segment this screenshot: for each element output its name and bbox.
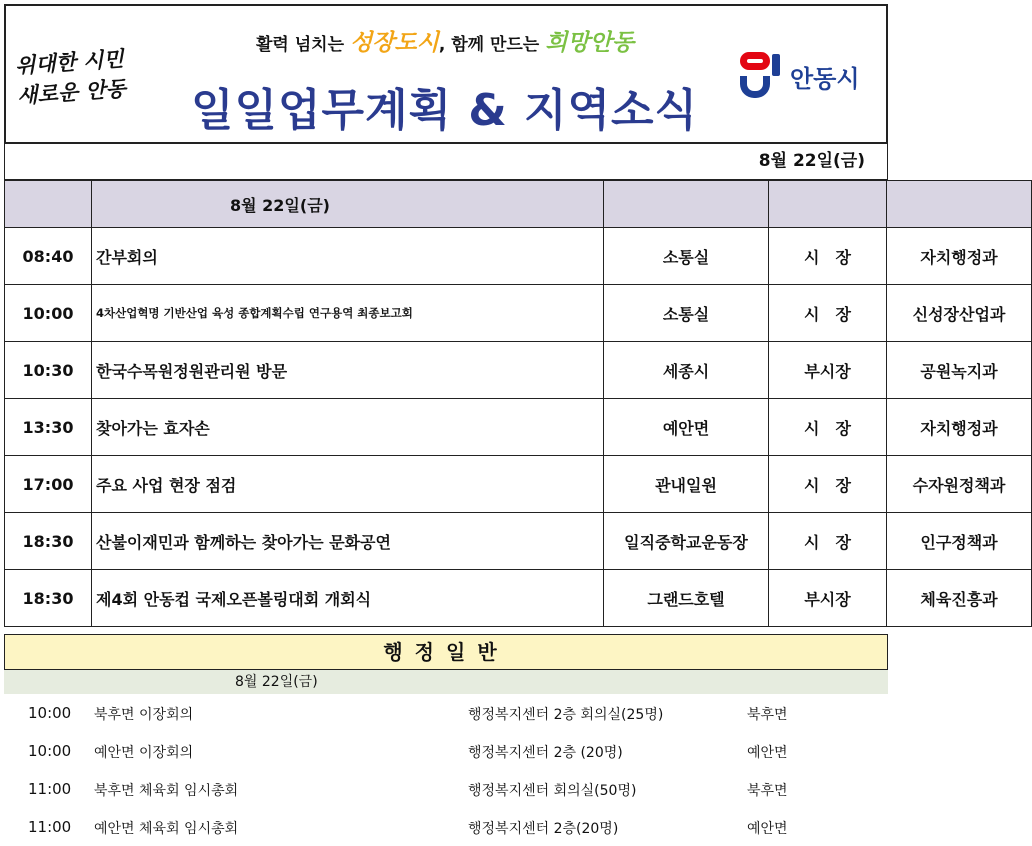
row-place: 일직중학교운동장 [604, 513, 769, 570]
row-dept: 신성장산업과 [887, 285, 1032, 342]
item-place: 행정복지센터 회의실(50명) [468, 783, 637, 799]
item-place: 행정복지센터 2층(20명) [468, 821, 619, 837]
row-title: 한국수목원정원관리원 방문 [92, 342, 604, 399]
row-time: 18:30 [5, 570, 92, 627]
row-place: 소통실 [604, 285, 769, 342]
item-title: 북후면 체육회 임시총회 [94, 783, 239, 799]
row-place: 관내일원 [604, 456, 769, 513]
item-time: 10:00 [28, 704, 72, 722]
list-item [4, 732, 888, 770]
row-title: 주요 사업 현장 점검 [92, 456, 604, 513]
row-person: 시 장 [769, 285, 887, 342]
tagline-highlight-growth: 성장도시 [349, 30, 439, 56]
item-place: 행정복지센터 2층 (20명) [468, 745, 623, 761]
item-dept: 북후면 [747, 707, 788, 723]
row-dept: 체육진흥과 [887, 570, 1032, 627]
row-time: 18:30 [5, 513, 92, 570]
table-row [5, 570, 1032, 627]
admin-section-title: 행정일반 [4, 634, 888, 670]
admin-date: 8월 22일(금) [4, 670, 888, 694]
row-place: 예안면 [604, 399, 769, 456]
item-time: 11:00 [28, 818, 72, 836]
row-dept: 수자원정책과 [887, 456, 1032, 513]
table-row [5, 342, 1032, 399]
item-place: 행정복지센터 2층 회의실(25명) [468, 707, 664, 723]
header-cell-place [604, 181, 769, 228]
list-item [4, 808, 888, 846]
row-time: 13:30 [5, 399, 92, 456]
slogan-left [14, 41, 168, 111]
slogan-line-1: 위대한 시민 [14, 45, 125, 79]
tagline-pre: 활력 넘치는 [256, 35, 350, 55]
list-item [4, 694, 888, 732]
row-dept: 공원녹지과 [887, 342, 1032, 399]
list-item [4, 770, 888, 808]
header-cell-dept [887, 181, 1032, 228]
header-banner [4, 4, 888, 144]
row-person: 시 장 [769, 513, 887, 570]
logo-text: 안동시 [790, 64, 860, 93]
row-dept: 인구정책과 [887, 513, 1032, 570]
row-place: 소통실 [604, 228, 769, 285]
schedule-table [4, 180, 1032, 627]
table-row [5, 228, 1032, 285]
row-dept: 자치행정과 [887, 399, 1032, 456]
item-dept: 예안면 [747, 745, 788, 761]
andong-logo-icon [736, 50, 784, 102]
table-row [5, 285, 1032, 342]
row-person: 시 장 [769, 456, 887, 513]
item-dept: 북후면 [747, 783, 788, 799]
schedule-header-row [5, 181, 1032, 228]
admin-list [4, 694, 888, 846]
row-title: 4차산업혁명 기반산업 육성 종합계획수립 연구용역 최종보고회 [92, 285, 604, 342]
row-person: 시 장 [769, 399, 887, 456]
report-date: 8월 22일(금) [4, 144, 888, 180]
row-dept: 자치행정과 [887, 228, 1032, 285]
row-title: 산불이재민과 함께하는 찾아가는 문화공연 [92, 513, 604, 570]
item-title: 예안면 이장회의 [94, 745, 194, 761]
row-time: 08:40 [5, 228, 92, 285]
row-title: 제4회 안동컵 국제오픈볼링대회 개회식 [92, 570, 604, 627]
tagline [256, 24, 634, 57]
page-title: 일일업무계획 & 지역소식 [191, 85, 699, 136]
row-time: 10:30 [5, 342, 92, 399]
row-time: 17:00 [5, 456, 92, 513]
row-person: 부시장 [769, 342, 887, 399]
header-cell-time [5, 181, 92, 228]
row-title: 간부회의 [92, 228, 604, 285]
city-logo [736, 50, 860, 102]
row-place: 세종시 [604, 342, 769, 399]
item-dept: 예안면 [747, 821, 788, 837]
row-time: 10:00 [5, 285, 92, 342]
tagline-highlight-hope: 희망안동 [545, 30, 635, 56]
row-person: 부시장 [769, 570, 887, 627]
table-row [5, 513, 1032, 570]
table-row [5, 399, 1032, 456]
table-row [5, 456, 1032, 513]
item-title: 예안면 체육회 임시총회 [94, 821, 239, 837]
row-place: 그랜드호텔 [604, 570, 769, 627]
row-person: 시 장 [769, 228, 887, 285]
item-time: 10:00 [28, 742, 72, 760]
item-time: 11:00 [28, 780, 72, 798]
tagline-mid: , 함께 만드는 [438, 35, 546, 55]
header-cell-person [769, 181, 887, 228]
slogan-line-2: 새로운 안동 [16, 75, 127, 109]
row-title: 찾아가는 효자손 [92, 399, 604, 456]
header-cell-date: 8월 22일(금) [92, 181, 604, 228]
item-title: 북후면 이장회의 [94, 707, 194, 723]
